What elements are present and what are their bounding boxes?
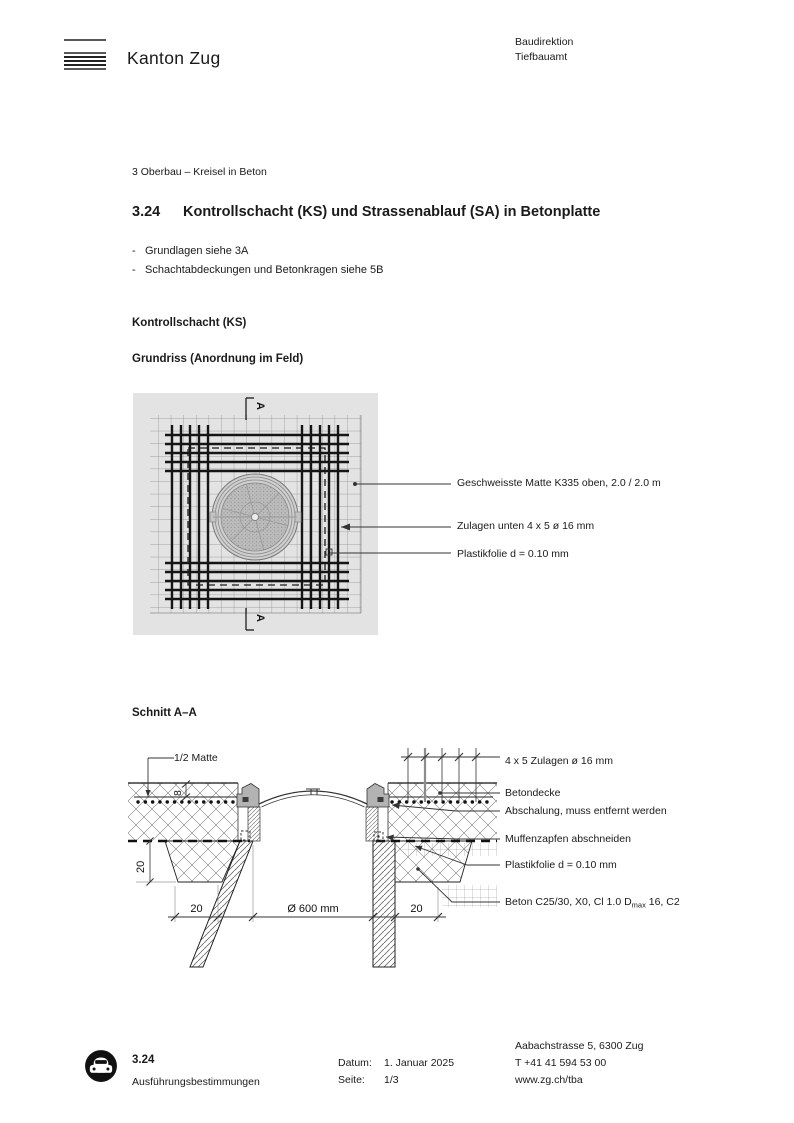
footer-address: Aabachstrasse 5, 6300 Zug xyxy=(515,1040,644,1052)
heading-kontrollschacht: Kontrollschacht (KS) xyxy=(132,317,247,329)
note-text: Grundlagen siehe 3A xyxy=(145,245,249,257)
notes-list xyxy=(132,242,384,280)
section-label-betondecke: Betondecke xyxy=(505,787,561,799)
section-label-zulagen: 4 x 5 Zulagen ø 16 mm xyxy=(505,755,613,767)
section-marker-letter: A xyxy=(254,614,266,622)
title-text: Kontrollschacht (KS) und Strassenablauf (SA) in Betonplatte xyxy=(183,204,601,220)
section-view-drawing xyxy=(120,745,500,977)
heading-grundriss: Grundriss (Anordnung im Feld) xyxy=(132,353,304,365)
kanton-zug-flag-icon xyxy=(63,38,107,72)
gravel-band xyxy=(442,885,497,907)
footer-phone: T +41 41 594 53 00 xyxy=(515,1057,607,1069)
section-label-half-mat: 1/2 Matte xyxy=(174,752,218,764)
shaft-wall-right xyxy=(373,841,395,967)
title-number: 3.24 xyxy=(132,204,161,220)
tiefbauamt-vehicle-icon xyxy=(84,1049,118,1083)
shaft-neck-right xyxy=(366,807,378,841)
cover-frame-right xyxy=(367,784,389,808)
footer-meta xyxy=(338,1055,454,1089)
breadcrumb: 3 Oberbau – Kreisel in Beton xyxy=(132,166,267,178)
footer-section-number: 3.24 xyxy=(132,1054,155,1066)
header-office: Tiefbauamt xyxy=(515,51,568,63)
gravel-band xyxy=(402,843,497,856)
dim-diameter: Ø 600 mm xyxy=(287,903,339,915)
note-text: Schachtabdeckungen und Betonkragen siehe 5B xyxy=(145,264,384,276)
section-label-abschalung: Abschalung, muss entfernt werden xyxy=(505,805,667,817)
header-department: Baudirektion xyxy=(515,36,574,48)
date-label: Datum: xyxy=(338,1057,372,1069)
section-label-muffenzapfen: Muffenzapfen abschneiden xyxy=(505,833,631,845)
footer-contact xyxy=(515,1038,643,1089)
page-value: 1/3 xyxy=(384,1074,399,1086)
bullet-dash: - xyxy=(132,245,136,257)
slab-right-hatch xyxy=(388,783,497,841)
list-item xyxy=(132,261,384,280)
page-title xyxy=(132,204,600,220)
section-marker-letter: A xyxy=(254,402,266,410)
plan-view-drawing xyxy=(133,393,463,635)
dim-right-width: 20 xyxy=(410,903,423,915)
svg-text:20: 20 xyxy=(135,860,147,873)
heading-schnitt: Schnitt A–A xyxy=(132,707,197,719)
cover-dome xyxy=(259,791,367,804)
cover-frame-left xyxy=(237,784,259,808)
footer-website: www.zg.ch/tba xyxy=(515,1074,583,1086)
section-label-folie: Plastikfolie d = 0.10 mm xyxy=(505,859,617,871)
section-label-beton: Beton C25/30, X0, Cl 1.0 $D_{max}$ 16, C2 xyxy=(505,896,680,910)
page-label: Seite: xyxy=(338,1074,365,1086)
svg-text:8: 8 xyxy=(172,790,184,796)
plan-label-foil: Plastikfolie d = 0.10 mm xyxy=(457,548,569,560)
dim-left-width: 20 xyxy=(190,903,203,915)
plan-label-mesh: Geschweisste Matte K335 oben, 2.0 / 2.0 m xyxy=(457,477,661,489)
brand-name: Kanton Zug xyxy=(127,48,221,68)
plan-label-zulagen: Zulagen unten 4 x 5 ø 16 mm xyxy=(457,520,595,532)
bullet-dash: - xyxy=(132,264,136,276)
footer-doc-type: Ausführungsbestimmungen xyxy=(132,1076,260,1088)
date-value: 1. Januar 2025 xyxy=(384,1057,455,1069)
list-item xyxy=(132,242,384,261)
